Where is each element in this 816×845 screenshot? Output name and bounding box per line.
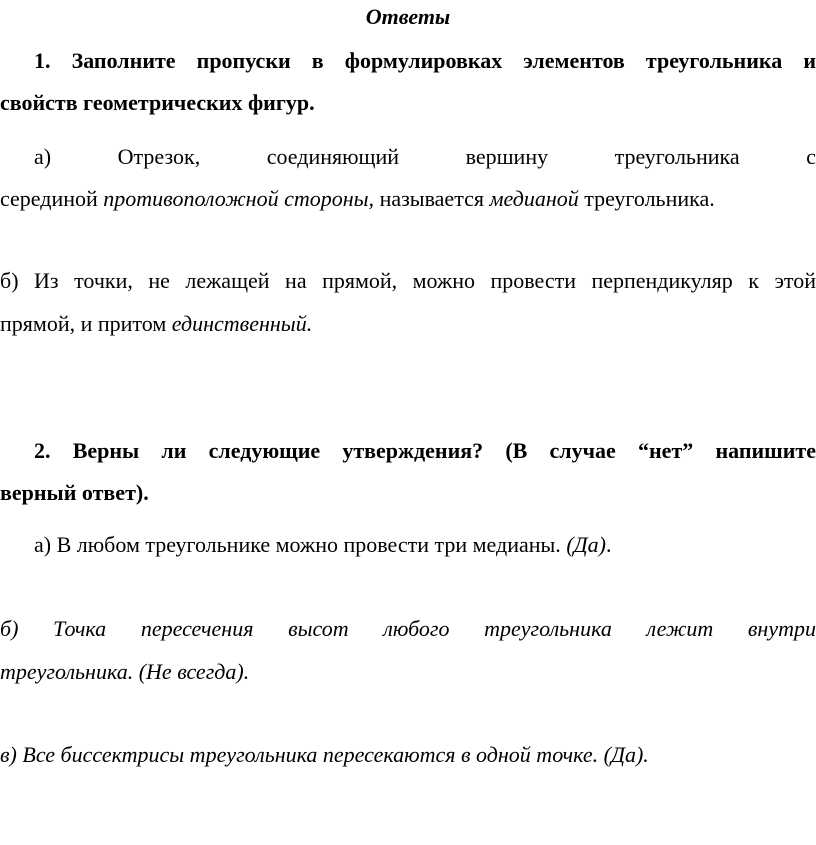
q1-a-word: а) <box>34 144 52 169</box>
q2-answer-a <box>0 532 816 558</box>
q1-answer-b-line2 <box>0 311 816 337</box>
q1-answer-a-line2 <box>0 186 816 212</box>
q1-a-word: Отрезок, <box>117 144 201 169</box>
q2-heading-line2: верный ответ). <box>0 480 149 505</box>
q2-answer-c: в) Все биссектрисы треугольника пересекаются в одной точке. (Да). <box>0 742 649 767</box>
q2-a-text: а) В любом треугольнике можно провести три медианы. <box>34 532 567 557</box>
q2-answer-b-line2: треугольника. (Не всегда). <box>0 659 250 684</box>
q1-b-answer-unique: единственный. <box>171 311 313 336</box>
q2-heading-line1: 2. Верны ли следующие утверждения? (В случае “нет” напишите <box>34 438 816 463</box>
q1-a-word: с <box>806 144 816 169</box>
q1-a-text: серединой <box>0 186 104 211</box>
q2-answer-b-line1: б) Точка пересечения высот любого треугольника лежит внутри <box>0 616 816 641</box>
q1-answer-b-line1: б) Из точки, не лежащей на прямой, можно провести перпендикуляр к этой <box>0 268 816 293</box>
q1-a-text: называется <box>374 186 490 211</box>
page-title: Ответы <box>365 4 451 29</box>
q1-a-word: вершину <box>465 144 549 169</box>
q1-a-answer-median: медианой <box>489 186 579 211</box>
q1-a-text: треугольника. <box>578 186 715 211</box>
q1-heading-line2: свойств геометрических фигур. <box>0 90 315 115</box>
q1-a-answer-opposite-side: противоположной стороны, <box>103 186 375 211</box>
q1-b-text: прямой, и притом <box>0 311 172 336</box>
q1-a-word: треугольника <box>614 144 740 169</box>
q1-heading-line1: 1. Заполните пропуски в формулировках элементов треугольника и <box>34 48 816 73</box>
q1-answer-a-line1 <box>0 144 816 170</box>
q1-a-word: соединяющий <box>266 144 400 169</box>
q2-a-text: . <box>605 532 612 557</box>
q2-a-answer: (Да) <box>566 532 606 557</box>
